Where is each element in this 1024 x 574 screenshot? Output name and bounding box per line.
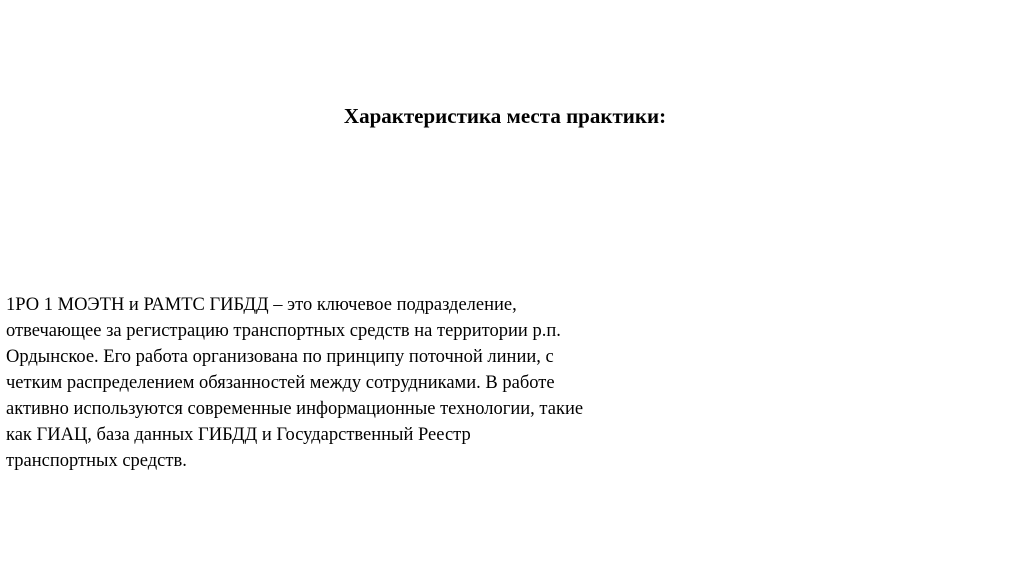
slide-body-text: 1РО 1 МОЭТН и РАМТС ГИБДД – это ключевое подразделение, отвечающее за регистрацию транспортных средств на территории р.п. Ордынское. Его работа организована по принципу поточной линии, с четким распределением обязанностей между сотрудниками. В работе активно используются современные информационные технологии, такие как ГИАЦ, база данных ГИБДД и Государственный Реестр транспортных средств. [6, 295, 584, 471]
slide-title: Характеристика места практики: [343, 104, 667, 128]
